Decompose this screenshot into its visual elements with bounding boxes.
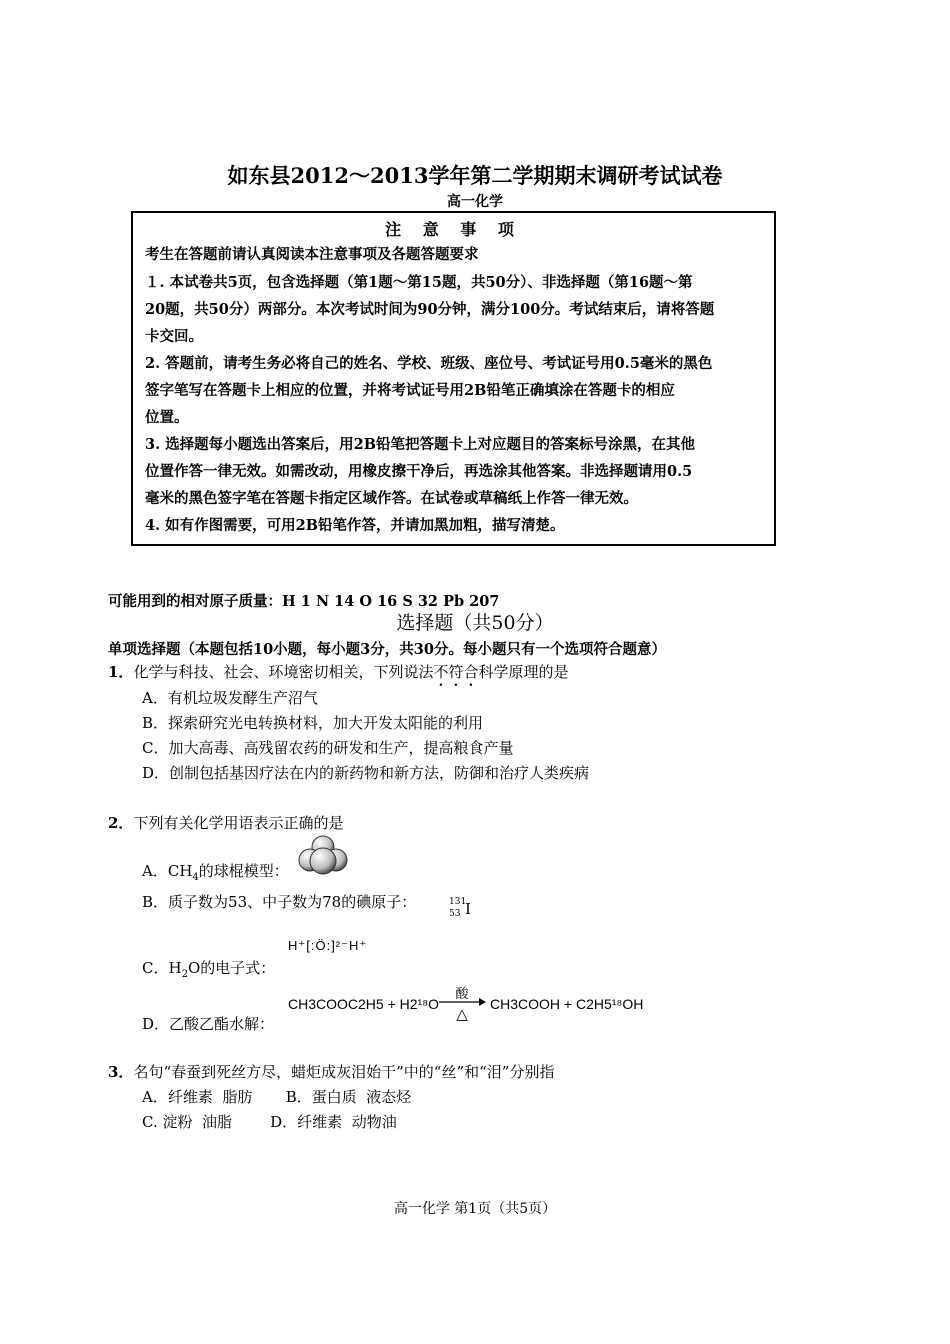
stem-text: 科学原理的是: [478, 663, 569, 681]
reaction-condition-acid: 酸: [455, 987, 469, 1002]
notice-line: 位置作答一律无效。如需改动，用橡皮擦干净后，再选涂其他答案。非选择题请用0.5: [145, 463, 693, 480]
question-3-stem: [108, 1061, 554, 1082]
stem-text: 化学与科技、社会、环境密切相关，下列说法: [133, 663, 434, 681]
iodine-symbol: I: [465, 900, 471, 918]
notice-line: 毫米的黑色签字笔在答题卡指定区域作答。在试卷或草稿纸上作答一律无效。: [145, 490, 638, 507]
question-2-stem: [108, 812, 343, 833]
notice-line: 4. 如有作图需要，可用2B铅笔作答，并请加黑加粗，描写清楚。: [145, 517, 565, 534]
question-number: 2．: [108, 814, 134, 832]
water-electron-formula: H⁺[:Ö:]²⁻H⁺: [288, 938, 368, 953]
question-number: 3．: [108, 1063, 134, 1081]
reaction-reactants: CH3COOC2H5 + H2¹⁸O: [288, 996, 439, 1012]
question-2-option-b: B．质子数为53、中子数为78的碘原子：: [142, 893, 417, 911]
stem-text: 名句“春蚕到死丝方尽，蜡炬成灰泪始干”中的“丝”和“泪”分别指: [133, 1063, 555, 1081]
methane-model-icon: [297, 834, 349, 876]
reaction-products: CH3COOH + C2H5¹⁸OH: [490, 996, 644, 1012]
notice-line: 3. 选择题每小题选出答案后，用2B铅笔把答题卡上对应题目的答案标号涂黑，在其他: [145, 436, 696, 453]
question-1-option-b: B．探索研究光电转换材料，加大开发太阳能的利用: [142, 714, 484, 732]
notice-heading: 注 意 事 项: [385, 220, 522, 239]
exam-title: 如东县2012～2013学年第二学期期末调研考试试卷: [227, 163, 723, 188]
question-1-option-d: D．创制包括基因疗法在内的新药物和新方法，防御和治疗人类疾病: [142, 764, 590, 782]
notice-intro: 考生在答题前请认真阅读本注意事项及各题答题要求: [145, 246, 479, 263]
notice-line: １. 本试卷共5页，包含选择题（第1题～第15题，共50分）、非选择题（第16题～第: [145, 274, 693, 291]
stem-text: 下列有关化学用语表示正确的是: [133, 814, 344, 832]
page-footer: 高一化学 第1页（共5页）: [393, 1201, 557, 1217]
question-3-options-row2: C. 淀粉 油脂 D．纤维素 动物油: [142, 1113, 397, 1131]
notice-line: 20题，共50分）两部分。本次考试时间为90分钟，满分100分。考试结束后，请将答题: [145, 301, 715, 318]
section-instruction: 单项选择题（本题包括10小题，每小题3分，共30分。每小题只有一个选项符合题意）: [108, 641, 666, 658]
notice-box: [131, 211, 776, 546]
atomic-masses: 可能用到的相对原子质量：H 1 N 14 O 16 S 32 Pb 207: [108, 593, 500, 610]
question-2-option-c: C．$H_2O$的电子式：: [142, 959, 276, 980]
question-1-option-c: C．加大高毒、高残留农药的研发和生产，提高粮食产量: [142, 739, 514, 757]
question-2-option-d: D．乙酸乙酯水解：: [142, 1015, 275, 1033]
question-3-options-row1: A．纤维素 脂肪 B．蛋白质 液态烃: [142, 1088, 412, 1106]
question-number: 1．: [108, 663, 134, 681]
emphasized-text: 不符合: [433, 663, 479, 681]
notice-line: 卡交回。: [145, 328, 203, 345]
iodine-isotope: 131 53: [449, 897, 467, 919]
question-1-option-a: A．有机垃圾发酵生产沼气: [142, 689, 318, 707]
notice-line: 位置。: [145, 409, 189, 426]
reaction-condition-heat: △: [456, 1005, 468, 1023]
exam-subtitle: 高一化学: [447, 194, 503, 210]
notice-line: 2. 答题前，请考生务必将自己的姓名、学校、班级、座位号、考试证号用0.5毫米的黑色: [145, 355, 713, 372]
section-title: 选择题（共50分）: [396, 612, 554, 634]
notice-line: 签字笔写在答题卡上相应的位置，并将考试证号用2B铅笔正确填涂在答题卡的相应: [145, 382, 675, 399]
question-1-stem: [108, 661, 568, 690]
question-2-option-a: A．$CH_4$的球棍模型：: [142, 862, 289, 883]
